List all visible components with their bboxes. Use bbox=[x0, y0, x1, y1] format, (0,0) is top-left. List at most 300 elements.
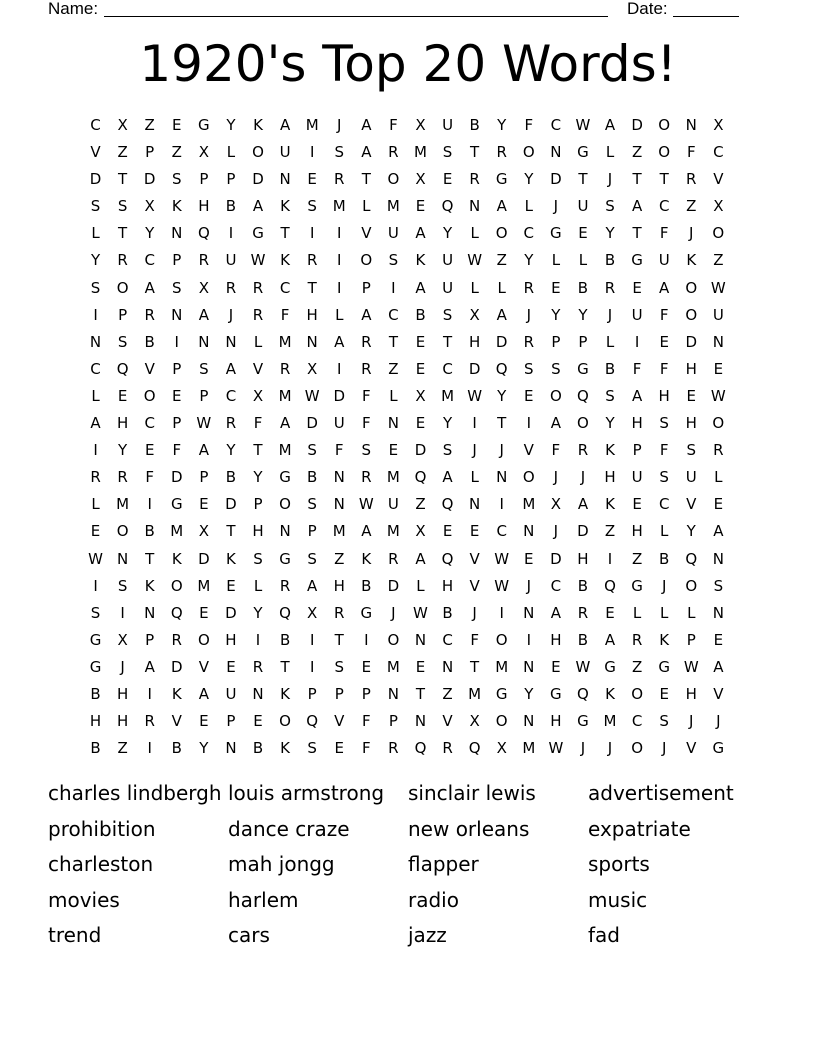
grid-letter: H bbox=[658, 386, 670, 405]
grid-letter: L bbox=[524, 197, 533, 216]
grid-letter: J bbox=[689, 224, 694, 243]
grid-letter: P bbox=[145, 630, 155, 649]
grid-letter: O bbox=[577, 414, 589, 433]
grid-letter: C bbox=[496, 522, 507, 541]
grid-letter: T bbox=[361, 170, 371, 189]
grid-letter: R bbox=[90, 468, 101, 487]
grid-letter: T bbox=[632, 224, 642, 243]
grid-letter: S bbox=[307, 441, 317, 460]
grid-letter: X bbox=[496, 739, 507, 758]
grid-letter: I bbox=[607, 549, 613, 568]
grid-letter: P bbox=[551, 332, 561, 351]
grid-letter: D bbox=[468, 359, 481, 378]
grid-letter: M bbox=[332, 197, 346, 216]
grid-letter: I bbox=[337, 224, 342, 243]
grid-letter: E bbox=[659, 684, 669, 703]
grid-letter: N bbox=[712, 332, 724, 351]
grid-letter: Q bbox=[441, 197, 454, 216]
grid-letter: I bbox=[499, 495, 504, 514]
grid-letter: B bbox=[469, 116, 480, 134]
grid-letter: E bbox=[415, 657, 426, 676]
grid-letter: I bbox=[147, 495, 152, 514]
grid-letter: R bbox=[388, 143, 399, 162]
grid-letter: S bbox=[361, 441, 372, 460]
grid-letter: W bbox=[250, 251, 266, 270]
grid-letter: Y bbox=[442, 414, 453, 433]
grid-letter: X bbox=[198, 278, 209, 297]
grid-letter: D bbox=[170, 468, 183, 487]
grid-letter: X bbox=[415, 116, 426, 134]
grid-letter: P bbox=[172, 251, 182, 270]
grid-letter: L bbox=[91, 386, 100, 405]
grid-row bbox=[82, 466, 732, 493]
grid-letter: H bbox=[685, 684, 697, 703]
grid-letter: M bbox=[305, 116, 319, 134]
grid-letter: L bbox=[687, 603, 696, 622]
grid-letter: V bbox=[469, 576, 480, 595]
grid-letter: E bbox=[117, 386, 128, 405]
grid-letter: E bbox=[90, 522, 101, 541]
grid-letter: K bbox=[171, 549, 182, 568]
grid-letter: T bbox=[442, 332, 453, 351]
grid-letter: M bbox=[278, 332, 292, 351]
grid-letter: I bbox=[309, 143, 315, 162]
grid-letter: L bbox=[551, 251, 561, 270]
grid-letter: X bbox=[415, 386, 426, 405]
grid-row bbox=[82, 656, 732, 683]
grid-letter: B bbox=[577, 576, 589, 595]
grid-letter: S bbox=[442, 143, 453, 162]
grid-letter: V bbox=[90, 143, 101, 162]
grid-letter: V bbox=[252, 359, 264, 378]
grid-letter: J bbox=[661, 739, 667, 758]
grid-letter: O bbox=[387, 170, 400, 189]
grid-letter: J bbox=[580, 739, 586, 758]
grid-letter: F bbox=[172, 441, 182, 460]
grid-letter: F bbox=[253, 414, 263, 433]
grid-letter: I bbox=[337, 359, 342, 378]
grid-letter: A bbox=[442, 468, 453, 487]
grid-letter: K bbox=[659, 630, 670, 649]
grid-letter: B bbox=[144, 522, 155, 541]
grid-letter: W bbox=[494, 549, 510, 568]
word-list-item: radio bbox=[408, 887, 459, 912]
word-list-item: mah jongg bbox=[228, 852, 335, 877]
grid-letter: G bbox=[550, 684, 562, 703]
grid-letter: V bbox=[686, 495, 697, 514]
grid-letter: W bbox=[413, 603, 428, 622]
grid-letter: A bbox=[550, 414, 561, 433]
grid-letter: O bbox=[631, 684, 643, 703]
grid-letter: W bbox=[467, 386, 483, 405]
grid-letter: S bbox=[307, 549, 317, 568]
grid-letter: T bbox=[118, 170, 128, 189]
grid-letter: C bbox=[550, 576, 562, 595]
grid-letter: Q bbox=[577, 386, 589, 405]
grid-letter: R bbox=[334, 170, 345, 189]
grid-letter: V bbox=[442, 712, 453, 731]
grid-letter: T bbox=[253, 441, 263, 460]
grid-letter: B bbox=[442, 603, 453, 622]
grid-letter: A bbox=[496, 197, 507, 216]
grid-letter: W bbox=[575, 116, 591, 134]
grid-letter: B bbox=[144, 332, 155, 351]
grid-letter: F bbox=[551, 441, 561, 460]
grid-letter: D bbox=[495, 332, 508, 351]
grid-letter: N bbox=[712, 603, 724, 622]
grid-letter: H bbox=[685, 414, 697, 433]
grid-letter: T bbox=[118, 224, 128, 243]
grid-letter: O bbox=[143, 386, 156, 405]
grid-letter: A bbox=[577, 495, 589, 514]
grid-letter: S bbox=[334, 657, 344, 676]
date-label: Date: bbox=[627, 0, 668, 18]
grid-letter: R bbox=[117, 251, 128, 270]
grid-letter: J bbox=[689, 712, 694, 731]
grid-letter: E bbox=[524, 549, 534, 568]
grid-letter: I bbox=[93, 441, 98, 460]
grid-letter: J bbox=[526, 305, 531, 324]
grid-letter: J bbox=[526, 576, 531, 595]
grid-letter: S bbox=[172, 170, 182, 189]
grid-letter: I bbox=[391, 278, 396, 297]
grid-letter: R bbox=[144, 305, 155, 324]
grid-letter: A bbox=[279, 414, 291, 433]
grid-letter: J bbox=[661, 576, 667, 595]
grid-letter: X bbox=[198, 143, 209, 162]
grid-letter: O bbox=[279, 712, 291, 731]
grid-letter: V bbox=[523, 441, 534, 460]
grid-letter: T bbox=[226, 522, 236, 541]
grid-letter: E bbox=[172, 116, 182, 134]
grid-letter: G bbox=[631, 251, 643, 270]
date-blank-line bbox=[673, 16, 739, 17]
grid-letter: Q bbox=[279, 603, 291, 622]
grid-letter: N bbox=[414, 630, 427, 649]
grid-letter: A bbox=[415, 278, 426, 297]
grid-letter: N bbox=[333, 468, 345, 487]
grid-letter: G bbox=[495, 170, 508, 189]
grid-letter: M bbox=[495, 657, 509, 676]
grid-letter: M bbox=[278, 441, 292, 460]
grid-letter: C bbox=[225, 386, 237, 405]
grid-letter: H bbox=[631, 414, 643, 433]
grid-letter: N bbox=[198, 332, 210, 351]
grid-letter: I bbox=[526, 414, 531, 433]
grid-letter: O bbox=[116, 278, 129, 297]
name-blank-line bbox=[104, 16, 608, 17]
grid-row bbox=[82, 710, 732, 737]
grid-letter: W bbox=[683, 657, 699, 676]
grid-letter: I bbox=[93, 576, 98, 595]
grid-letter: O bbox=[279, 495, 291, 514]
grid-letter: B bbox=[415, 305, 426, 324]
grid-letter: I bbox=[309, 224, 315, 243]
grid-letter: B bbox=[225, 468, 237, 487]
grid-letter: A bbox=[496, 305, 507, 324]
grid-letter: E bbox=[632, 278, 642, 297]
grid-letter: P bbox=[226, 712, 236, 731]
grid-letter: H bbox=[306, 305, 318, 324]
grid-letter: U bbox=[442, 116, 454, 134]
grid-letter: C bbox=[442, 359, 453, 378]
grid-letter: M bbox=[468, 684, 482, 703]
grid-letter: L bbox=[497, 278, 506, 297]
grid-letter: S bbox=[90, 603, 101, 622]
word-list-item: charleston bbox=[48, 852, 154, 877]
grid-letter: R bbox=[279, 359, 291, 378]
grid-letter: S bbox=[605, 386, 615, 405]
grid-letter: O bbox=[685, 576, 698, 595]
grid-letter: J bbox=[553, 197, 559, 216]
grid-letter: F bbox=[470, 630, 479, 649]
grid-letter: E bbox=[199, 603, 209, 622]
grid-letter: K bbox=[280, 197, 290, 216]
grid-letter: R bbox=[144, 712, 155, 731]
grid-letter: L bbox=[632, 603, 642, 622]
grid-letter: R bbox=[388, 549, 399, 568]
grid-letter: J bbox=[391, 603, 396, 622]
grid-letter: P bbox=[307, 684, 317, 703]
grid-letter: P bbox=[172, 414, 182, 433]
grid-letter: J bbox=[607, 170, 613, 189]
grid-letter: L bbox=[660, 603, 669, 622]
grid-letter: G bbox=[712, 739, 725, 758]
grid-letter: R bbox=[225, 414, 237, 433]
grid-letter: A bbox=[144, 278, 155, 297]
grid-letter: N bbox=[414, 712, 427, 731]
grid-letter: A bbox=[604, 116, 616, 134]
grid-letter: H bbox=[116, 684, 129, 703]
grid-letter: T bbox=[497, 414, 507, 433]
grid-letter: R bbox=[252, 657, 264, 676]
grid-letter: Z bbox=[144, 116, 155, 134]
grid-letter: C bbox=[90, 116, 101, 134]
grid-letter: X bbox=[117, 116, 128, 134]
grid-row bbox=[82, 737, 732, 764]
grid-letter: P bbox=[199, 170, 209, 189]
grid-letter: O bbox=[658, 143, 671, 162]
grid-letter: O bbox=[522, 468, 535, 487]
grid-letter: X bbox=[307, 359, 318, 378]
grid-letter: Y bbox=[253, 468, 263, 487]
grid-letter: X bbox=[252, 386, 264, 405]
grid-letter: K bbox=[686, 251, 697, 270]
grid-letter: C bbox=[442, 630, 453, 649]
grid-letter: G bbox=[631, 576, 643, 595]
grid-letter: D bbox=[198, 549, 210, 568]
grid-letter: E bbox=[551, 657, 561, 676]
grid-row bbox=[82, 575, 732, 602]
grid-letter: S bbox=[90, 278, 101, 297]
grid-letter: Y bbox=[524, 170, 534, 189]
grid-letter: G bbox=[604, 657, 616, 676]
grid-letter: F bbox=[362, 414, 371, 433]
grid-letter: D bbox=[414, 441, 427, 460]
grid-letter: N bbox=[387, 684, 400, 703]
grid-letter: G bbox=[577, 359, 589, 378]
grid-letter: E bbox=[415, 332, 426, 351]
word-list-item: advertisement bbox=[588, 781, 734, 805]
grid-letter: Y bbox=[90, 251, 101, 270]
grid-letter: S bbox=[307, 197, 317, 216]
grid-letter: H bbox=[89, 712, 102, 731]
grid-letter: I bbox=[174, 332, 179, 351]
grid-letter: I bbox=[228, 224, 234, 243]
grid-letter: U bbox=[685, 468, 697, 487]
grid-letter: G bbox=[279, 549, 291, 568]
grid-letter: S bbox=[334, 143, 344, 162]
grid-letter: G bbox=[550, 224, 562, 243]
grid-letter: Y bbox=[497, 386, 507, 405]
grid-letter: B bbox=[577, 278, 589, 297]
grid-letter: Q bbox=[468, 739, 481, 758]
grid-letter: A bbox=[198, 305, 209, 324]
grid-letter: I bbox=[147, 739, 152, 758]
grid-letter: X bbox=[550, 495, 561, 514]
grid-letter: H bbox=[550, 712, 562, 731]
grid-letter: Z bbox=[496, 251, 507, 270]
grid-letter: K bbox=[605, 441, 615, 460]
grid-letter: X bbox=[415, 522, 426, 541]
grid-letter: D bbox=[89, 170, 102, 189]
grid-letter: A bbox=[225, 359, 237, 378]
grid-letter: J bbox=[337, 116, 342, 134]
grid-letter: A bbox=[361, 305, 372, 324]
grid-letter: U bbox=[658, 251, 670, 270]
grid-letter: J bbox=[228, 305, 234, 324]
grid-letter: S bbox=[605, 197, 615, 216]
grid-letter: E bbox=[632, 495, 642, 514]
grid-letter: A bbox=[279, 116, 291, 134]
word-list-item: cars bbox=[228, 923, 270, 948]
grid-letter: O bbox=[495, 630, 508, 649]
grid-letter: L bbox=[605, 143, 615, 162]
grid-letter: A bbox=[713, 522, 724, 541]
grid-letter: W bbox=[575, 657, 591, 676]
page-title: 1920's Top 20 Words! bbox=[139, 35, 677, 93]
grid-letter: X bbox=[713, 197, 724, 216]
grid-letter: C bbox=[90, 359, 101, 378]
grid-letter: Q bbox=[685, 549, 698, 568]
grid-letter: O bbox=[170, 576, 183, 595]
grid-letter: R bbox=[279, 576, 291, 595]
grid-letter: X bbox=[469, 712, 480, 731]
grid-letter: D bbox=[333, 386, 346, 405]
grid-letter: T bbox=[307, 278, 317, 297]
grid-letter: N bbox=[523, 657, 535, 676]
grid-letter: U bbox=[279, 143, 291, 162]
grid-letter: P bbox=[145, 143, 155, 162]
grid-letter: K bbox=[280, 739, 290, 758]
grid-letter: Z bbox=[631, 549, 643, 568]
grid-letter: J bbox=[580, 468, 586, 487]
grid-letter: W bbox=[467, 251, 483, 270]
grid-letter: H bbox=[333, 576, 345, 595]
grid-letter: T bbox=[280, 224, 290, 243]
grid-letter: G bbox=[89, 657, 102, 676]
grid-letter: N bbox=[441, 657, 454, 676]
grid-letter: A bbox=[198, 441, 209, 460]
grid-letter: Q bbox=[116, 359, 129, 378]
grid-letter: E bbox=[199, 495, 209, 514]
grid-letter: A bbox=[361, 143, 372, 162]
grid-row bbox=[82, 114, 732, 141]
grid-letter: A bbox=[144, 657, 155, 676]
grid-letter: D bbox=[550, 170, 562, 189]
grid-letter: U bbox=[442, 278, 454, 297]
grid-row bbox=[82, 358, 732, 385]
grid-letter: D bbox=[252, 170, 264, 189]
grid-letter: B bbox=[225, 197, 237, 216]
grid-letter: L bbox=[253, 332, 263, 351]
grid-letter: V bbox=[686, 739, 697, 758]
word-list-item: music bbox=[588, 887, 648, 912]
word-list-item: prohibition bbox=[48, 816, 156, 841]
grid-letter: U bbox=[442, 251, 454, 270]
grid-letter: P bbox=[578, 332, 588, 351]
grid-letter: R bbox=[252, 278, 264, 297]
word-list-item: flapper bbox=[408, 852, 479, 877]
grid-letter: Y bbox=[524, 251, 534, 270]
grid-letter: O bbox=[495, 224, 508, 243]
grid-letter: B bbox=[171, 739, 182, 758]
grid-letter: E bbox=[199, 712, 209, 731]
grid-letter: E bbox=[686, 386, 696, 405]
grid-letter: U bbox=[387, 224, 399, 243]
grid-letter: T bbox=[388, 332, 398, 351]
grid-letter: Q bbox=[441, 495, 454, 514]
grid-letter: J bbox=[472, 441, 477, 460]
grid-letter: U bbox=[225, 684, 237, 703]
grid-letter: L bbox=[91, 495, 100, 514]
grid-letter: L bbox=[335, 305, 344, 324]
grid-letter: S bbox=[307, 495, 317, 514]
grid-letter: K bbox=[280, 684, 290, 703]
grid-letter: N bbox=[333, 495, 345, 514]
grid-letter: N bbox=[279, 522, 291, 541]
grid-letter: D bbox=[170, 657, 183, 676]
grid-letter: O bbox=[495, 712, 508, 731]
grid-letter: D bbox=[306, 414, 318, 433]
grid-letter: R bbox=[388, 739, 399, 758]
grid-letter: X bbox=[117, 630, 128, 649]
grid-letter: I bbox=[309, 630, 315, 649]
grid-letter: E bbox=[659, 332, 669, 351]
grid-letter: O bbox=[712, 224, 725, 243]
grid-letter: E bbox=[551, 278, 561, 297]
grid-letter: D bbox=[225, 495, 237, 514]
grid-letter: B bbox=[577, 630, 589, 649]
grid-letter: Y bbox=[145, 224, 155, 243]
grid-letter: G bbox=[577, 712, 589, 731]
grid-letter: F bbox=[389, 116, 398, 134]
grid-letter: S bbox=[442, 305, 453, 324]
grid-letter: H bbox=[631, 522, 643, 541]
grid-letter: G bbox=[495, 684, 508, 703]
grid-letter: O bbox=[549, 386, 562, 405]
word-list bbox=[48, 778, 768, 956]
grid-letter: H bbox=[577, 549, 589, 568]
grid-letter: O bbox=[685, 305, 698, 324]
grid-letter: D bbox=[577, 522, 589, 541]
grid-letter: I bbox=[337, 251, 342, 270]
grid-letter: Q bbox=[495, 359, 508, 378]
grid-letter: R bbox=[442, 739, 453, 758]
grid-letter: A bbox=[307, 576, 318, 595]
word-list-item: louis armstrong bbox=[228, 781, 385, 805]
grid-row bbox=[82, 249, 732, 276]
